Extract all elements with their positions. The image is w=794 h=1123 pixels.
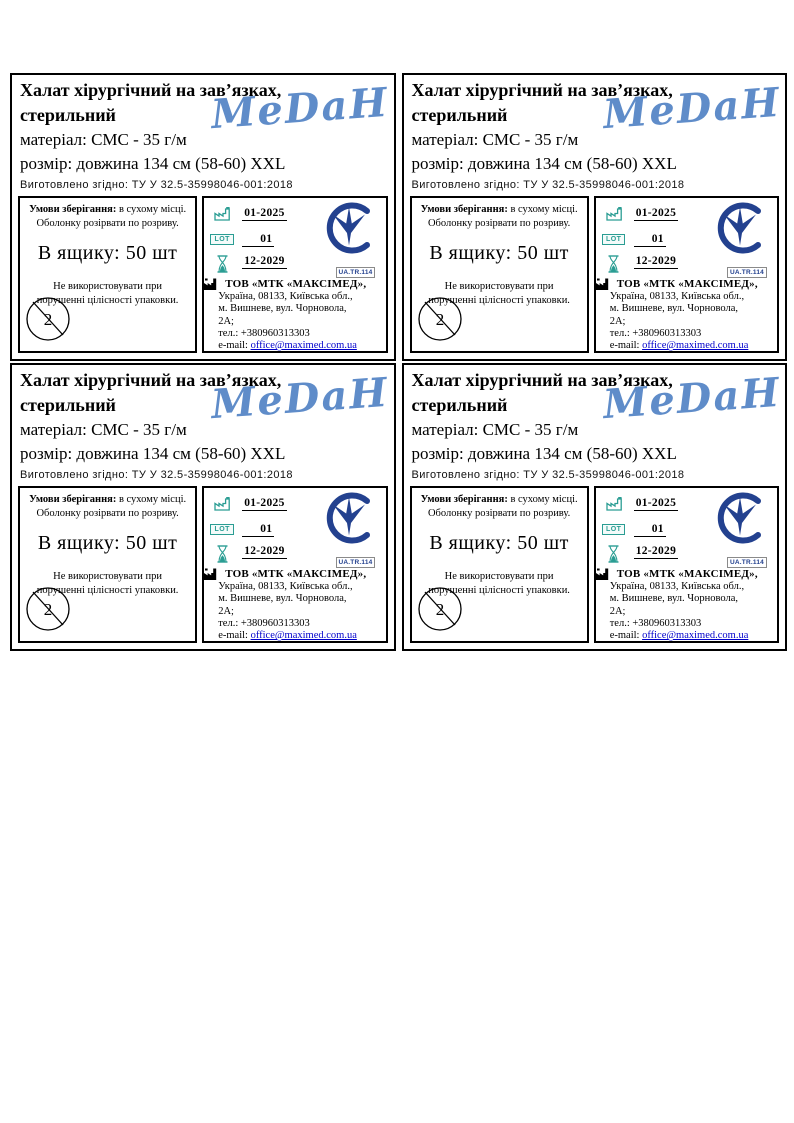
box-quantity: В ящику: 50 шт — [429, 532, 569, 555]
email-link[interactable]: office@maximed.com.ua — [250, 340, 357, 352]
do-not-reuse-icon — [25, 586, 71, 632]
label-header — [404, 365, 786, 481]
company-name: ТОВ «МТК «МАКСІМЕД», — [225, 567, 367, 580]
storage-conditions-label: Умови зберігання: — [29, 203, 117, 215]
manufacturer-box — [202, 486, 387, 643]
manufacture-date-value: 01-2025 — [244, 496, 285, 509]
conformity-mark — [706, 200, 774, 279]
integrity-warning: Не використовувати при порушенні цілісності упаковки. — [36, 281, 179, 306]
ua-conformity-mark-icon — [320, 200, 378, 256]
box-quantity: В ящику: 50 шт — [429, 242, 569, 265]
company-block — [218, 278, 380, 353]
size-line: розмір: довжина 134 см (58-60) XXL — [20, 153, 286, 173]
expiry-hourglass-icon — [210, 255, 234, 273]
company-email-line — [610, 340, 772, 352]
reuse-count: 2 — [435, 599, 444, 619]
company-address-line2: м. Вишневе, вул. Чорновола, — [218, 593, 347, 605]
lot-icon — [602, 234, 626, 245]
manufacturer-icon — [595, 567, 610, 585]
open-instruction: Оболонку розірвати по розриву. — [36, 507, 179, 519]
lot-value: 01 — [634, 523, 666, 537]
company-phone: тел.: +380960313303 — [218, 328, 310, 339]
material-line: матеріал: СМС - 35 г/м — [20, 419, 187, 439]
lot-icon-text: LOT — [210, 524, 234, 535]
company-phone: тел.: +380960313303 — [609, 328, 702, 339]
label-info-boxes — [410, 486, 780, 643]
size-line: розмір: довжина 134 см (58-60) XXL — [20, 443, 286, 463]
storage-box — [18, 196, 197, 353]
cert-code-badge: UA.TR.114 — [336, 557, 376, 568]
material-line: матеріал: СМС - 35 г/м — [411, 419, 579, 439]
manufacture-date-icon — [210, 206, 234, 221]
manufacturer-box — [202, 196, 387, 353]
size-line: розмір: довжина 134 см (58-60) XXL — [411, 153, 677, 173]
manufacture-date-value: 01-2025 — [635, 206, 677, 219]
conformity-mark — [315, 490, 383, 569]
labels-grid — [10, 73, 787, 651]
company-address-line3: 2А; — [609, 605, 626, 617]
material-line: матеріал: СМС - 35 г/м — [20, 129, 187, 149]
company-address-line1: Україна, 08133, Київська обл., — [609, 580, 745, 592]
storage-conditions-label: Умови зберігання: — [420, 203, 508, 215]
company-address-line3: 2А; — [218, 315, 234, 327]
label-header — [12, 365, 394, 481]
company-name: ТОВ «МТК «МАКСІМЕД», — [225, 277, 367, 290]
standard-line: Виготовлено згідно: ТУ У 32.5-35998046-001:2018 — [20, 178, 293, 191]
expiry-date-value: 12-2029 — [244, 254, 285, 267]
product-title-line2: стерильний — [411, 104, 508, 125]
label-header — [404, 75, 786, 191]
company-address-line3: 2А; — [609, 315, 626, 327]
lot-value: 01 — [242, 523, 274, 537]
product-title-line2: стерильний — [411, 394, 508, 415]
expiry-hourglass-icon — [602, 255, 626, 273]
product-label — [10, 73, 396, 361]
storage-conditions — [20, 493, 195, 507]
cert-code-badge: UA.TR.114 — [727, 557, 767, 568]
open-instruction: Оболонку розірвати по розриву. — [427, 507, 571, 519]
lot-icon — [602, 524, 626, 535]
product-label — [402, 73, 788, 361]
storage-box — [410, 486, 589, 643]
company-address-line2: м. Вишневе, вул. Чорновола, — [609, 303, 738, 315]
conformity-mark — [706, 490, 774, 569]
storage-conditions — [20, 203, 195, 217]
lot-icon-text: LOT — [602, 524, 626, 535]
company-phone: тел.: +380960313303 — [609, 618, 702, 629]
storage-conditions-label: Умови зберігання: — [420, 493, 508, 505]
email-link[interactable]: office@maximed.com.ua — [642, 630, 749, 642]
expiry-date-value: 12-2029 — [635, 254, 677, 267]
storage-box — [410, 196, 589, 353]
email-label: e-mail: — [218, 340, 251, 352]
ua-conformity-mark-icon — [711, 200, 769, 256]
company-block — [610, 568, 772, 643]
conformity-mark — [315, 200, 383, 279]
open-instruction: Оболонку розірвати по розриву. — [427, 217, 571, 229]
integrity-warning: Не використовувати при порушенні цілісності упаковки. — [428, 281, 570, 306]
lot-icon — [210, 524, 234, 535]
storage-conditions-label: Умови зберігання: — [29, 493, 117, 505]
company-block — [610, 278, 772, 353]
integrity-warning: Не використовувати при порушенні цілісності упаковки. — [36, 571, 179, 596]
storage-conditions-text: в сухому місці. — [116, 493, 187, 505]
storage-box — [18, 486, 197, 643]
company-address-line1: Україна, 08133, Київська обл., — [609, 290, 745, 302]
standard-line: Виготовлено згідно: ТУ У 32.5-35998046-001:2018 — [411, 178, 685, 191]
manufacturer-box — [594, 196, 779, 353]
expiry-date-value: 12-2029 — [635, 544, 677, 557]
storage-conditions — [412, 203, 587, 217]
email-link[interactable]: office@maximed.com.ua — [642, 340, 749, 352]
cert-code-badge: UA.TR.114 — [336, 267, 376, 278]
storage-conditions-text: в сухому місці. — [116, 203, 187, 215]
open-instruction: Оболонку розірвати по розриву. — [36, 217, 179, 229]
standard-line: Виготовлено згідно: ТУ У 32.5-35998046-001:2018 — [411, 468, 685, 481]
company-address-line2: м. Вишневе, вул. Чорновола, — [609, 593, 738, 605]
reuse-count: 2 — [43, 599, 53, 619]
box-quantity: В ящику: 50 шт — [37, 242, 178, 265]
label-info-boxes — [410, 196, 780, 353]
manufacture-date-value: 01-2025 — [635, 496, 677, 509]
company-name: ТОВ «МТК «МАКСІМЕД», — [616, 567, 758, 580]
email-label: e-mail: — [218, 630, 251, 642]
product-title-line2: стерильний — [20, 394, 116, 415]
do-not-reuse-icon — [25, 296, 71, 342]
company-email-line — [218, 630, 380, 642]
lot-icon — [210, 234, 234, 245]
manufacturer-icon — [203, 277, 218, 295]
company-phone: тел.: +380960313303 — [218, 618, 310, 629]
ua-conformity-mark-icon — [711, 490, 769, 546]
expiry-date-value: 12-2029 — [244, 544, 285, 557]
do-not-reuse-icon — [417, 296, 463, 342]
medah-brand-logo: MeDaH — [209, 368, 391, 429]
company-address-line2: м. Вишневе, вул. Чорновола, — [218, 303, 347, 315]
label-info-boxes — [18, 486, 388, 643]
manufacturer-icon — [595, 277, 610, 295]
lot-value: 01 — [634, 233, 666, 247]
material-line: матеріал: СМС - 35 г/м — [411, 129, 579, 149]
lot-value: 01 — [242, 233, 274, 247]
company-block — [218, 568, 380, 643]
product-title-line1: Халат хірургічний на зав’язках, — [411, 370, 673, 390]
standard-line: Виготовлено згідно: ТУ У 32.5-35998046-001:2018 — [20, 468, 293, 481]
email-link[interactable]: office@maximed.com.ua — [250, 630, 357, 642]
storage-conditions — [412, 493, 587, 507]
manufacture-date-icon — [602, 496, 626, 511]
lot-icon-text: LOT — [210, 234, 234, 245]
label-header — [12, 75, 394, 191]
label-info-boxes — [18, 196, 388, 353]
manufacture-date-value: 01-2025 — [244, 206, 285, 219]
manufacturer-box — [594, 486, 779, 643]
company-email-line — [610, 630, 772, 642]
ua-conformity-mark-icon — [320, 490, 378, 546]
expiry-hourglass-icon — [602, 545, 626, 563]
product-label — [402, 363, 788, 651]
box-quantity: В ящику: 50 шт — [37, 532, 178, 555]
product-title-line2: стерильний — [20, 104, 116, 125]
reuse-count: 2 — [435, 309, 444, 329]
expiry-hourglass-icon — [210, 545, 234, 563]
cert-code-badge: UA.TR.114 — [727, 267, 767, 278]
product-title-line1: Халат хірургічний на зав’язках, — [411, 80, 673, 100]
product-title-line1: Халат хірургічний на зав’язках, — [20, 80, 282, 100]
company-email-line — [218, 340, 380, 352]
medah-brand-logo: MeDaH — [209, 78, 391, 139]
medah-brand-logo: MeDaH — [601, 368, 783, 429]
email-label: e-mail: — [609, 340, 643, 352]
email-label: e-mail: — [609, 630, 643, 642]
storage-conditions-text: в сухому місці. — [507, 493, 578, 505]
lot-icon-text: LOT — [602, 234, 626, 245]
size-line: розмір: довжина 134 см (58-60) XXL — [411, 443, 677, 463]
do-not-reuse-icon — [417, 586, 463, 632]
company-address-line3: 2А; — [218, 605, 234, 617]
product-label — [10, 363, 396, 651]
company-name: ТОВ «МТК «МАКСІМЕД», — [616, 277, 758, 290]
manufacture-date-icon — [210, 496, 234, 511]
company-address-line1: Україна, 08133, Київська обл., — [218, 290, 353, 302]
medah-brand-logo: MeDaH — [601, 78, 783, 139]
integrity-warning: Не використовувати при порушенні цілісності упаковки. — [428, 571, 570, 596]
reuse-count: 2 — [43, 309, 53, 329]
product-title-line1: Халат хірургічний на зав’язках, — [20, 370, 282, 390]
manufacturer-icon — [203, 567, 218, 585]
company-address-line1: Україна, 08133, Київська обл., — [218, 580, 353, 592]
manufacture-date-icon — [602, 206, 626, 221]
storage-conditions-text: в сухому місці. — [507, 203, 578, 215]
